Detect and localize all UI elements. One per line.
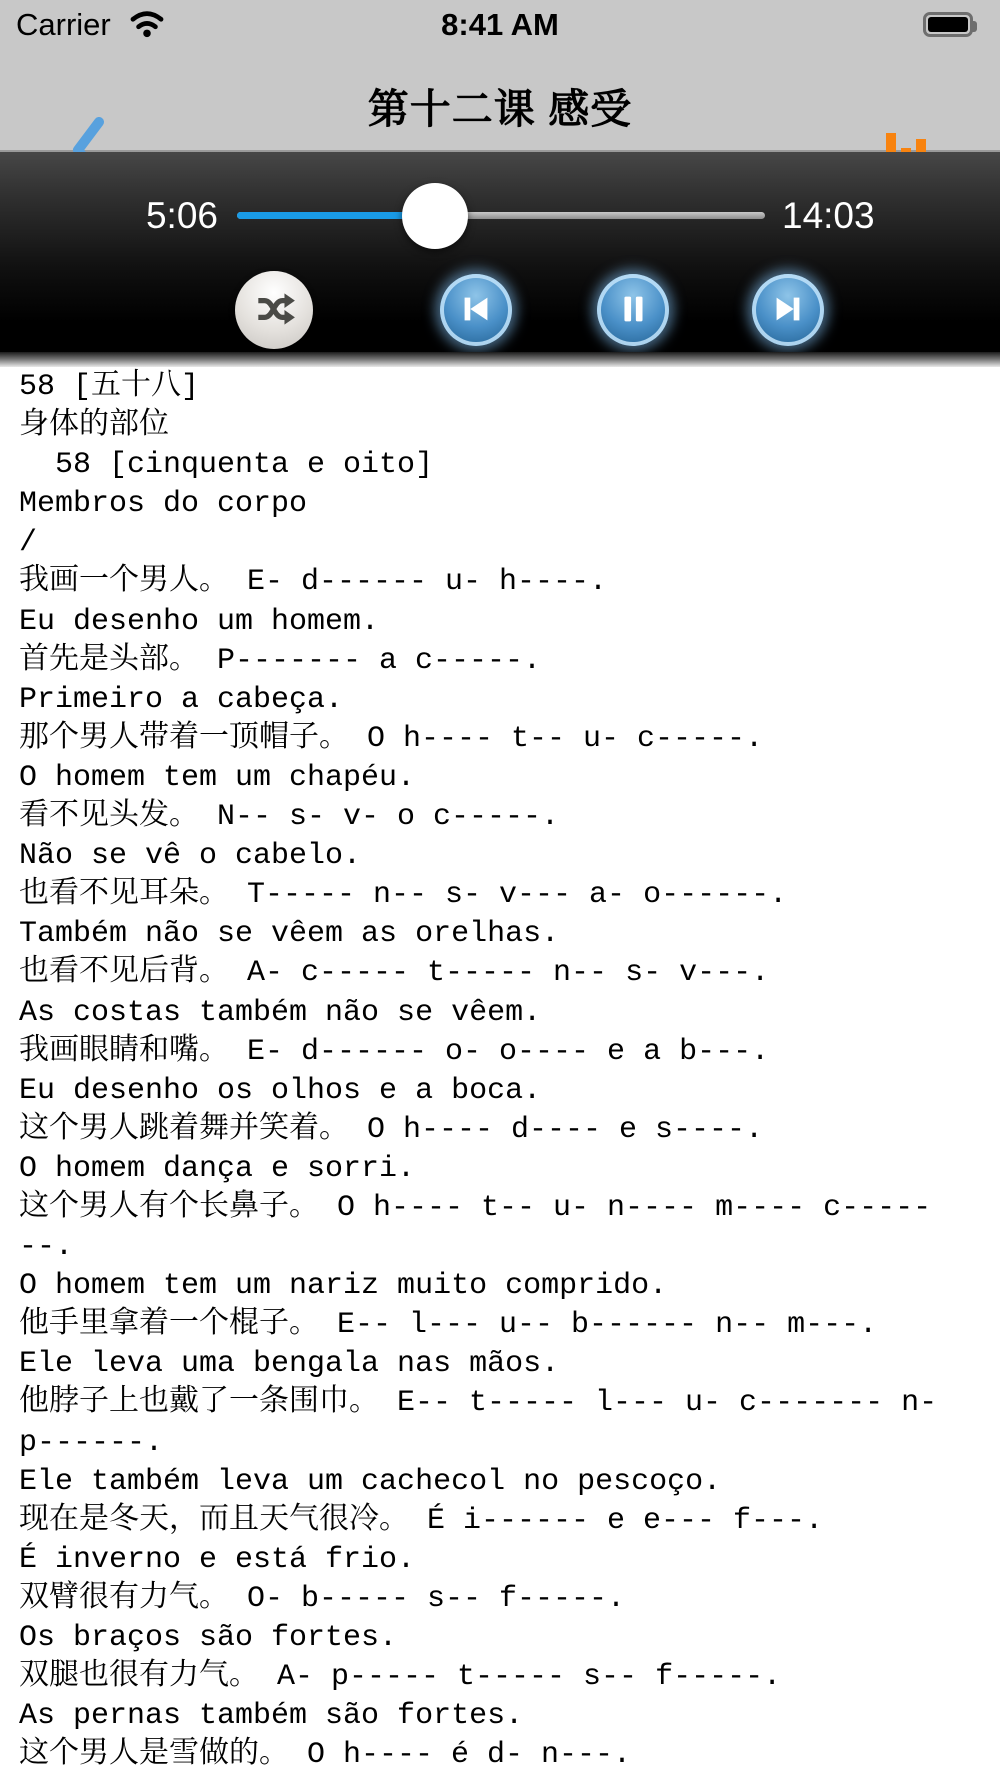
lesson-line: 看不见头发。 N-- s- v- o c-----. <box>19 800 560 835</box>
lesson-line: 首先是头部。 P------- a c-----. <box>19 643 542 678</box>
progress-slider[interactable] <box>237 212 765 219</box>
lesson-line: 也看不见后背。 A- c----- t----- n-- s- v---. <box>19 956 770 991</box>
lesson-line: 这个男人有个长鼻子。 O h---- t-- u- n---- m---- c----- <box>19 1190 932 1225</box>
lesson-line: Eu desenho um homem. <box>19 604 380 639</box>
lesson-line: O homem tem um nariz muito comprido. <box>19 1269 668 1304</box>
status-time: 8:41 AM <box>441 7 559 42</box>
lesson-line: p------. <box>19 1425 164 1460</box>
lesson-line: 双腿也很有力气。 A- p----- t----- s-- f-----. <box>19 1660 782 1695</box>
player-bottom-separator <box>0 352 1000 367</box>
total-time: 14:03 <box>782 195 875 236</box>
lesson-line: 身体的部位 <box>19 409 169 444</box>
lesson-line: 这个男人是雪做的。 O h---- é d- n---. <box>19 1738 632 1773</box>
shuffle-icon <box>251 286 297 335</box>
audio-player <box>0 152 1000 352</box>
shuffle-button[interactable] <box>235 271 313 349</box>
previous-track-icon <box>457 290 495 331</box>
lesson-line: 我画一个男人。 E- d------ u- h----. <box>19 565 608 600</box>
next-track-button[interactable] <box>752 274 824 346</box>
lesson-line: 他脖子上也戴了一条围巾。 E-- t----- l--- u- c------- n- <box>19 1386 938 1421</box>
lesson-line: 这个男人跳着舞并笑着。 O h---- d---- e s----. <box>19 1112 764 1147</box>
page-title: 第十二课 感受 <box>367 86 633 132</box>
lesson-line: Membros do corpo <box>19 487 308 522</box>
slider-knob[interactable] <box>402 183 468 249</box>
lesson-text[interactable] <box>0 367 1000 1778</box>
pause-button[interactable] <box>597 274 669 346</box>
lesson-line: O homem dança e sorri. <box>19 1151 416 1186</box>
lesson-line: Os braços são fortes. <box>19 1621 398 1655</box>
nav-bar <box>0 50 1000 152</box>
lesson-line: 现在是冬天，而且天气很冷。 É i------ e e--- f---. <box>19 1503 824 1538</box>
previous-track-button[interactable] <box>440 274 512 346</box>
elapsed-time: 5:06 <box>145 195 218 236</box>
lesson-line: É inverno e está frio. <box>19 1542 416 1577</box>
lesson-line: O homem tem um chapéu. <box>19 760 416 795</box>
lesson-line: Primeiro a cabeça. <box>19 682 344 717</box>
lesson-line: 他手里拿着一个棍子。 E-- l--- u-- b------ n-- m---. <box>19 1308 878 1343</box>
status-bar <box>0 0 1000 50</box>
carrier-label: Carrier <box>16 7 111 42</box>
lesson-line: Ele leva uma bengala nas mãos. <box>19 1347 560 1382</box>
lesson-line: Não se vê o cabelo. <box>19 839 362 874</box>
lesson-line: 我画眼睛和嘴。 E- d------ o- o---- e a b---. <box>19 1034 770 1069</box>
lesson-line: Ele também leva um cachecol no pescoço. <box>19 1464 722 1499</box>
lesson-line: 58 [五十八] <box>19 370 200 404</box>
next-track-icon <box>769 290 807 331</box>
lesson-line: 也看不见耳朵。 T----- n-- s- v--- a- o------. <box>19 878 788 913</box>
lesson-line: As pernas também são fortes. <box>19 1699 524 1734</box>
lesson-line: 双臂很有力气。 O- b----- s-- f-----. <box>19 1581 626 1616</box>
lesson-line: --. <box>19 1230 74 1265</box>
lesson-line: 那个男人带着一顶帽子。 O h---- t-- u- c-----. <box>19 721 764 756</box>
lesson-line: Também não se vêem as orelhas. <box>19 917 560 952</box>
lesson-line: 58 [cinquenta e oito] <box>19 448 434 483</box>
battery-level <box>928 17 968 32</box>
pause-icon <box>614 290 652 331</box>
lesson-line: Eu desenho os olhos e a boca. <box>19 1073 542 1108</box>
lesson-line: As costas também não se vêem. <box>19 995 542 1030</box>
lesson-line: / <box>19 526 38 561</box>
battery-icon <box>923 12 973 37</box>
